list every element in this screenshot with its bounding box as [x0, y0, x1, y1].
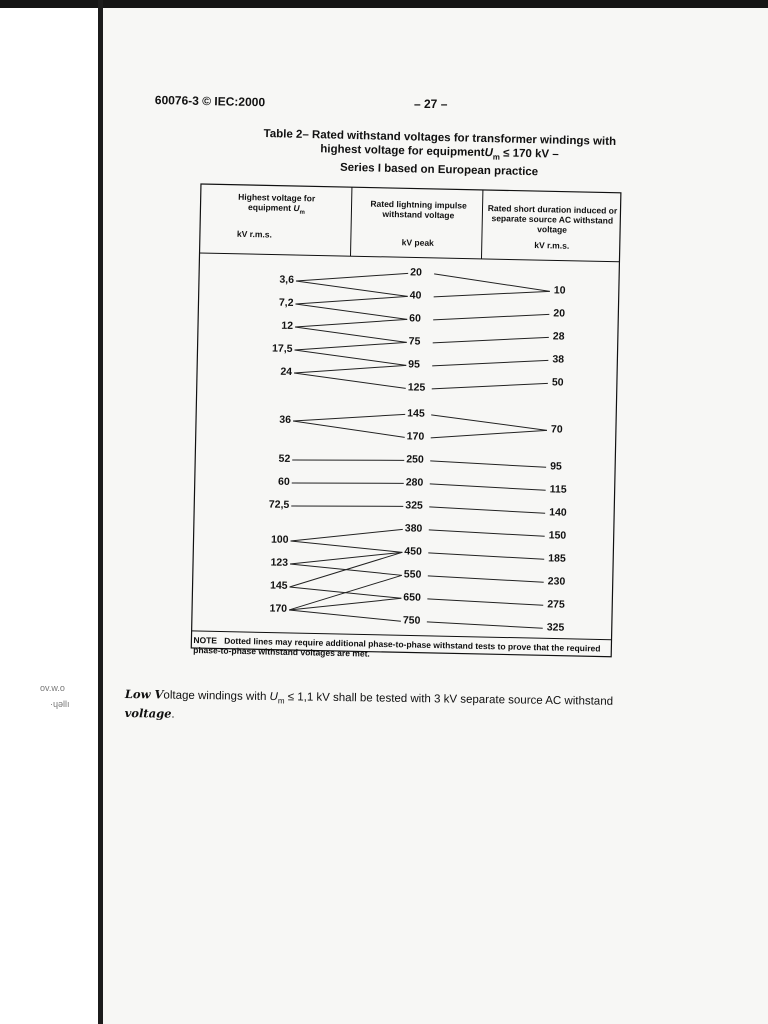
body-paragraph: Low Voltage windings with $U_m \le 1,1$ kV shall be tested with 3 kV separate source AC withstand voltage. [124, 687, 614, 721]
ac-value: 115 [549, 483, 567, 496]
ac-value: 275 [547, 598, 565, 611]
connector-line [434, 289, 550, 299]
ac-value: 20 [553, 307, 566, 320]
connector-line [291, 527, 403, 543]
table-note: NOTE Dotted lines may require additional phase-to-phase withstand tests to prove that the required phase-to-phase withstand voltages are met. [193, 634, 601, 659]
connector-line [295, 327, 407, 342]
connector-line [292, 458, 404, 462]
caption-line-3: Series I based on European practice [339, 162, 539, 179]
ac-value: 325 [546, 621, 565, 634]
handwritten-correction: vo [124, 706, 140, 721]
um-value: 72,5 [268, 498, 290, 511]
scan-top-edge [0, 0, 768, 8]
um-value: 24 [280, 365, 293, 378]
lightning-value: 40 [409, 289, 422, 302]
lightning-value: 75 [408, 335, 421, 348]
connector-line [427, 599, 543, 605]
connector-line [291, 504, 403, 508]
connector-line [292, 481, 404, 485]
ac-value: 38 [552, 353, 565, 366]
connector-line [295, 317, 407, 329]
column-header-um: Highest voltage for equipment $U_m$ kV r.m.s. [236, 191, 316, 240]
um-value: 7,2 [278, 296, 294, 309]
connector-line [289, 596, 401, 612]
connector-line [429, 530, 545, 536]
margin-mark: ov.w.o [40, 683, 65, 693]
um-value: 12 [281, 319, 294, 332]
page-number: – 27 – [414, 97, 448, 111]
um-value: 170 [269, 602, 288, 615]
um-value: 52 [278, 452, 291, 465]
ac-value: 185 [548, 552, 566, 565]
withstand-voltage-table [190, 183, 640, 676]
connector-line [432, 381, 548, 391]
lightning-value: 325 [405, 499, 423, 512]
ac-value: 50 [551, 376, 564, 389]
um-value: 60 [277, 475, 290, 488]
ac-value: 70 [550, 423, 563, 436]
connector-line [295, 294, 407, 306]
um-value: 123 [270, 556, 289, 569]
lightning-value: 280 [405, 476, 424, 489]
lightning-value: 60 [409, 312, 422, 325]
caption-line-2: highest voltage for equipmentU$_m$ ≤ 170 kV – [320, 143, 559, 162]
um-value: 36 [279, 413, 292, 426]
connector-line [434, 274, 550, 291]
connector-line [433, 312, 549, 322]
ac-value: 28 [552, 330, 565, 343]
um-value: 3,6 [279, 273, 295, 286]
lightning-value: 750 [402, 614, 421, 627]
connector-line [294, 363, 406, 375]
connector-line [428, 576, 544, 582]
handwritten-correction: ltage [138, 706, 172, 721]
connector-line [296, 281, 408, 296]
lightning-value: 170 [406, 430, 425, 443]
connector-line [293, 421, 405, 437]
connector-line [294, 350, 406, 365]
scan-binding-edge [98, 0, 103, 1024]
um-value: 145 [269, 579, 288, 592]
caption-line-1: Table 2– Rated withstand voltages for transformer windings with [263, 128, 617, 148]
connector-line [290, 550, 402, 566]
connector-line [294, 373, 406, 388]
connector-line [295, 304, 407, 319]
ac-value: 10 [553, 284, 566, 297]
column-header-lightning: Rated lightning impulse withstand voltage kV peak [370, 198, 467, 248]
document-id: 60076-3 © IEC:2000 [154, 93, 266, 110]
connector-line [290, 550, 403, 589]
um-value: 100 [270, 533, 289, 546]
lightning-value: 650 [403, 591, 422, 604]
margin-mark: ·ɥəllı [50, 699, 70, 709]
connector-line [431, 415, 547, 430]
lightning-value: 95 [408, 358, 421, 371]
lightning-value: 125 [407, 381, 426, 394]
connector-line [432, 358, 548, 368]
lightning-value: 450 [404, 545, 422, 558]
connector-line [428, 553, 544, 559]
connector-line [430, 484, 546, 490]
connector-line [296, 271, 408, 283]
lightning-value: 550 [403, 568, 422, 581]
connector-line [289, 610, 401, 621]
ac-value: 150 [548, 529, 567, 542]
connector-line [295, 340, 407, 352]
ac-value: 230 [547, 575, 566, 588]
lightning-value: 380 [404, 522, 423, 535]
table-caption [209, 126, 670, 183]
connector-line [289, 573, 402, 612]
connector-line [427, 622, 543, 628]
page-left-margin [0, 0, 98, 1024]
lightning-value: 20 [410, 266, 422, 279]
um-value: 17,5 [271, 342, 293, 355]
lightning-value: 250 [406, 453, 424, 466]
connector-line [431, 428, 547, 440]
connector-line [433, 335, 549, 345]
connector-line [290, 541, 402, 552]
ac-value: 95 [550, 460, 562, 473]
lightning-value: 145 [407, 407, 425, 420]
connector-line [429, 507, 545, 513]
column-header-ac: Rated short duration induced or separate source AC withstand voltage kV r.m.s. [487, 203, 618, 251]
connector-line [430, 461, 546, 467]
handwritten-correction: Low V [124, 687, 164, 702]
connector-line [293, 412, 405, 423]
ac-value: 140 [549, 506, 567, 519]
